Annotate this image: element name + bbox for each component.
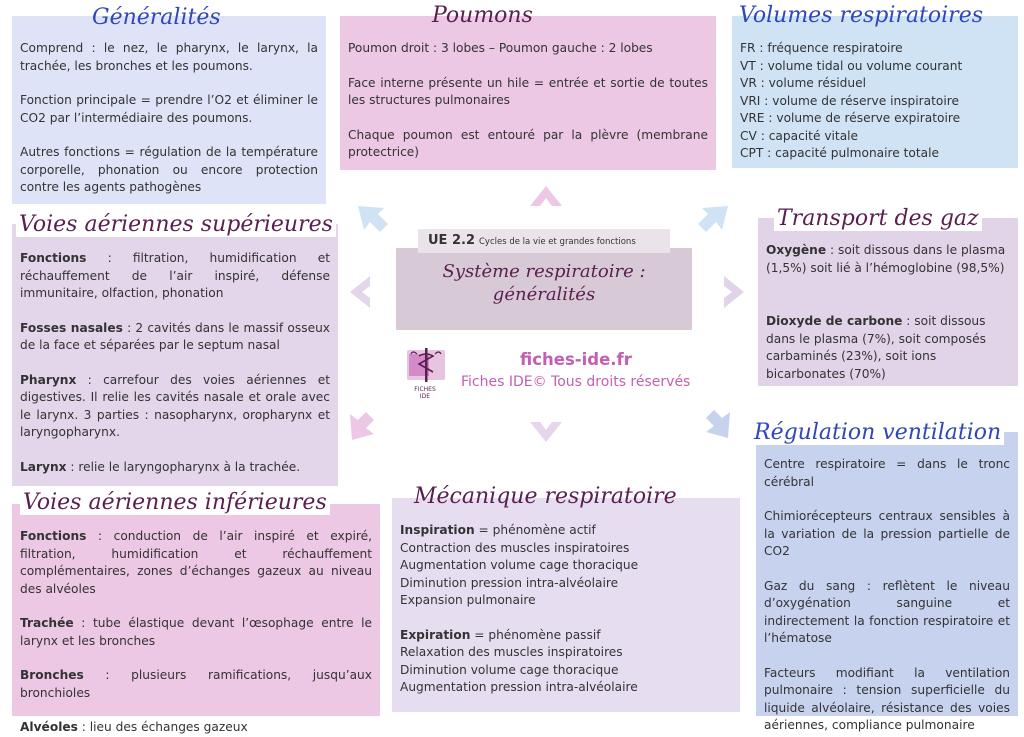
arrow-left-icon	[342, 272, 382, 312]
arrow-down-icon	[526, 412, 566, 452]
vai-title	[20, 490, 330, 516]
mecanique-exp-label: Expiration	[400, 627, 471, 642]
volumes-title: Volumes respiratoires	[739, 3, 984, 28]
mecanique-insp-line: Augmentation volume cage thoracique	[400, 558, 639, 572]
vas-fosses-text: : 2 cavités dans le massif osseux de la face et séparées par le septum nasal	[20, 320, 331, 352]
volume-line: FR : fréquence respiratoire	[740, 41, 903, 55]
regulation-title-text: Régulation ventilation	[751, 420, 1004, 445]
logo-text	[400, 386, 450, 400]
generalites-box	[12, 16, 326, 204]
regulation-p4: Facteurs modifiant la ventilation pulmonaire : tension superficielle du liquide alvéolaire, résistance des voies aériennes, compliance pulmonaire	[764, 665, 1010, 732]
vas-fosses	[20, 320, 330, 355]
volume-line: CV : capacité vitale	[740, 128, 859, 143]
volume-line: VRE : volume de réserve expiratoire	[740, 111, 961, 125]
generalites-p1: Comprend : le nez, le pharynx, le larynx, la trachée, les bronches et les poumons.	[20, 41, 318, 73]
main-title-line1: Système respiratoire :	[442, 261, 646, 282]
vas-title-text: Voies aériennes supérieures	[16, 212, 336, 237]
arrow-up-icon	[526, 176, 566, 216]
transport-co2	[766, 313, 1010, 383]
vas-fosses-label: Fosses nasales	[20, 320, 123, 335]
transport-o2-label: Oxygène	[766, 243, 827, 257]
vas-pharynx-text: : carrefour des voies aériennes et digestives. Il relie les cavités nasale et orale avec le larynx. 3 parties : nasopharynx, oropharynx et laryngopharynx.	[20, 372, 330, 439]
volume-line: VRI : volume de réserve inspiratoire	[740, 93, 959, 108]
main-title-line2: généralités	[492, 284, 596, 305]
vai-fonctions-label: Fonctions	[20, 529, 87, 543]
arrow-up-left-icon	[352, 200, 392, 240]
regulation-box	[756, 432, 1018, 732]
transport-title	[774, 206, 982, 232]
vai-box	[12, 504, 380, 734]
poumons-p1: Poumon droit : 3 lobes – Poumon gauche : 2 lobes	[348, 41, 653, 55]
mecanique-insp-line: Expansion pulmonaire	[400, 593, 536, 607]
transport-o2	[766, 242, 1010, 277]
vas-pharynx-label: Pharynx	[20, 372, 77, 387]
vas-larynx-label: Larynx	[20, 459, 67, 474]
poumons-box	[340, 16, 716, 170]
logo-line2: IDE	[419, 393, 431, 400]
mecanique-insp	[400, 522, 732, 540]
main-title	[396, 260, 692, 306]
vai-title-text: Voies aériennes inférieures	[20, 490, 330, 515]
vai-fonctions	[20, 528, 372, 598]
transport-title-text: Transport des gaz	[774, 206, 982, 231]
mecanique-insp-text: = phénomène actif	[474, 523, 596, 537]
mecanique-insp-line: Diminution pression intra-alvéolaire	[400, 575, 619, 590]
vai-bronches-label: Bronches	[20, 668, 84, 682]
transport-box	[758, 218, 1018, 386]
mecanique-insp-label: Inspiration	[400, 523, 475, 537]
generalites-p2: Fonction principale = prendre l’O2 et éliminer le CO2 par l’intermédiaire des poumons.	[20, 93, 318, 125]
vai-alveoles-text: : lieu des échanges gazeux	[77, 720, 248, 734]
regulation-p1: Centre respiratoire = dans le tronc cérébral	[764, 457, 1010, 489]
ue-subtitle: Cycles de la vie et grandes fonctions	[479, 237, 636, 247]
transport-co2-text: : soit dissous dans le plasma (7%), soit composés carbaminés (23%), soit ions bicarbonates (70%)	[766, 314, 986, 381]
arrow-down-right-icon	[696, 404, 736, 444]
vas-fonctions	[20, 250, 330, 303]
vai-trachee-label: Trachée	[20, 616, 74, 630]
generalites-title: Généralités	[92, 5, 221, 30]
transport-co2-label: Dioxyde de carbone	[766, 314, 903, 328]
arrow-right-icon	[712, 272, 752, 312]
regulation-p3: Gaz du sang : reflètent le niveau d’oxygénation sanguine et indirectement la fonction respiratoire et l’hématose	[764, 578, 1010, 645]
vai-fonctions-text: : conduction de l’air inspiré et expiré, filtration, humidification et réchauffement complémentaires, zones d’échanges gazeux au niveau des alvéoles	[20, 529, 372, 596]
vas-fonctions-text: : filtration, humidification et réchauffement de l’air inspiré, défense immunitaire, olfaction, phonation	[20, 251, 330, 300]
regulation-p2: Chimiorécepteurs centraux sensibles à la variation de la pression partielle de CO2	[764, 509, 1010, 558]
volumes-box	[732, 16, 1018, 168]
logo-line1: FICHES	[414, 386, 436, 393]
mecanique-exp-line: Augmentation pression intra-alvéolaire	[400, 680, 638, 694]
vas-fonctions-label: Fonctions	[20, 251, 87, 265]
regulation-title	[751, 420, 1004, 446]
mecanique-exp-line: Relaxation des muscles inspiratoires	[400, 645, 623, 659]
vai-trachee-text: : tube élastique devant l’œsophage entre le larynx et les bronches	[20, 616, 372, 648]
poumons-title: Poumons	[432, 3, 533, 28]
transport-o2-text: : soit dissous dans le plasma (1,5%) soit lié à l’hémoglobine (98,5%)	[766, 243, 1006, 275]
vas-title	[16, 212, 336, 238]
vai-bronches-text: : plusieurs ramifications, jusqu’aux bronchioles	[20, 668, 372, 700]
mecanique-exp	[400, 627, 732, 645]
vas-pharynx	[20, 372, 330, 442]
mecanique-box	[392, 498, 740, 712]
mecanique-exp-text: = phénomène passif	[470, 627, 601, 642]
poumons-p3: Chaque poumon est entouré par la plèvre (membrane protectrice)	[348, 127, 708, 159]
site-name: fiches-ide.fr	[520, 350, 632, 369]
vas-larynx-text: : relie le laryngopharynx à la trachée.	[66, 459, 301, 474]
volume-line: VT : volume tidal ou volume courant	[740, 58, 963, 73]
volume-line: VR : volume résiduel	[740, 76, 867, 90]
vai-trachee	[20, 615, 372, 650]
vai-alveoles-label: Alvéoles	[20, 720, 78, 734]
vas-box	[12, 224, 338, 486]
rights-text: Fiches IDE© Tous droits réservés	[461, 374, 691, 390]
ue-label-box	[418, 229, 670, 253]
ue-label: UE 2.2	[428, 233, 475, 248]
mecanique-exp-line: Diminution volume cage thoracique	[400, 662, 619, 677]
arrow-up-right-icon	[694, 200, 734, 240]
vai-bronches	[20, 667, 372, 702]
generalites-p3: Autres fonctions = régulation de la température corporelle, phonation ou encore protection contre les agents pathogènes	[20, 145, 318, 194]
volume-line: CPT : capacité pulmonaire totale	[740, 146, 940, 160]
arrow-down-left-icon	[344, 406, 384, 446]
vas-larynx	[20, 459, 330, 477]
mecanique-insp-line: Contraction des muscles inspiratoires	[400, 540, 630, 555]
poumons-p2: Face interne présente un hile = entrée et sortie de toutes les structures pulmonaires	[348, 75, 708, 107]
mecanique-title: Mécanique respiratoire	[414, 484, 677, 509]
